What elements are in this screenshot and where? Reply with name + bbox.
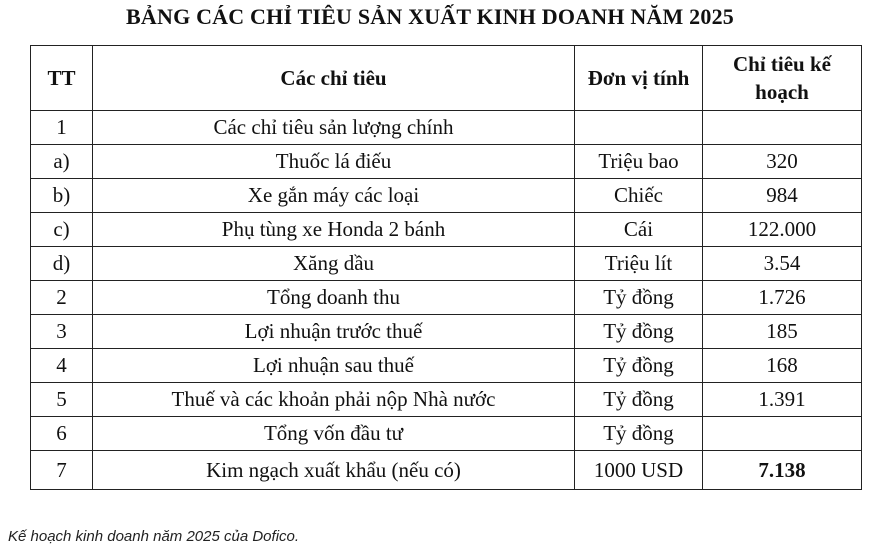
cell-indicator: Thuế và các khoản phải nộp Nhà nước: [93, 383, 575, 417]
table-row: [31, 451, 862, 490]
cell-tt: 5: [31, 383, 93, 417]
cell-target: 185: [703, 315, 862, 349]
cell-target: [703, 111, 862, 145]
cell-indicator: Kim ngạch xuất khẩu (nếu có): [93, 451, 575, 490]
table-row: [31, 383, 862, 417]
cell-indicator: Phụ tùng xe Honda 2 bánh: [93, 213, 575, 247]
cell-unit: Tỷ đồng: [575, 315, 703, 349]
cell-indicator: Các chỉ tiêu sản lượng chính: [93, 111, 575, 145]
cell-tt: c): [31, 213, 93, 247]
cell-tt: 2: [31, 281, 93, 315]
cell-indicator: Lợi nhuận trước thuế: [93, 315, 575, 349]
cell-tt: 3: [31, 315, 93, 349]
cell-target: [703, 417, 862, 451]
table-row: [31, 417, 862, 451]
cell-tt: 7: [31, 451, 93, 490]
table-body: [31, 111, 862, 490]
cell-target: 984: [703, 179, 862, 213]
cell-unit: [575, 111, 703, 145]
cell-unit: Chiếc: [575, 179, 703, 213]
cell-indicator: Tổng doanh thu: [93, 281, 575, 315]
cell-tt: a): [31, 145, 93, 179]
header-unit: Đơn vị tính: [575, 46, 703, 111]
cell-tt: 1: [31, 111, 93, 145]
image-caption: Kế hoạch kinh doanh năm 2025 của Dofico.: [8, 528, 300, 545]
cell-indicator: Tổng vốn đầu tư: [93, 417, 575, 451]
table-row: [31, 213, 862, 247]
cell-unit: Tỷ đồng: [575, 349, 703, 383]
cell-indicator: Xăng dầu: [93, 247, 575, 281]
table-row: [31, 281, 862, 315]
cell-unit: Triệu bao: [575, 145, 703, 179]
table-row: [31, 111, 862, 145]
cell-unit: Tỷ đồng: [575, 281, 703, 315]
table-row: [31, 145, 862, 179]
production-targets-table: [30, 45, 862, 490]
cell-target: 1.391: [703, 383, 862, 417]
cell-indicator: Thuốc lá điếu: [93, 145, 575, 179]
cell-tt: 4: [31, 349, 93, 383]
cell-unit: Cái: [575, 213, 703, 247]
table-row: [31, 315, 862, 349]
cell-target: 320: [703, 145, 862, 179]
cell-tt: b): [31, 179, 93, 213]
cell-unit: Tỷ đồng: [575, 417, 703, 451]
cell-indicator: Lợi nhuận sau thuế: [93, 349, 575, 383]
cell-tt: 6: [31, 417, 93, 451]
table-row: [31, 179, 862, 213]
header-indicator: Các chỉ tiêu: [93, 46, 575, 111]
table-row: [31, 247, 862, 281]
table-header-row: [31, 46, 862, 111]
cell-target: 7.138: [703, 451, 862, 490]
cell-unit: 1000 USD: [575, 451, 703, 490]
cell-unit: Tỷ đồng: [575, 383, 703, 417]
cell-target: 3.54: [703, 247, 862, 281]
page-title: BẢNG CÁC CHỈ TIÊU SẢN XUẤT KINH DOANH NĂM 2025: [126, 4, 734, 29]
header-tt: TT: [31, 46, 93, 111]
cell-target: 1.726: [703, 281, 862, 315]
cell-indicator: Xe gắn máy các loại: [93, 179, 575, 213]
header-target: Chỉ tiêu kế hoạch: [703, 46, 862, 111]
cell-unit: Triệu lít: [575, 247, 703, 281]
cell-target: 168: [703, 349, 862, 383]
cell-tt: d): [31, 247, 93, 281]
cell-target: 122.000: [703, 213, 862, 247]
table-row: [31, 349, 862, 383]
